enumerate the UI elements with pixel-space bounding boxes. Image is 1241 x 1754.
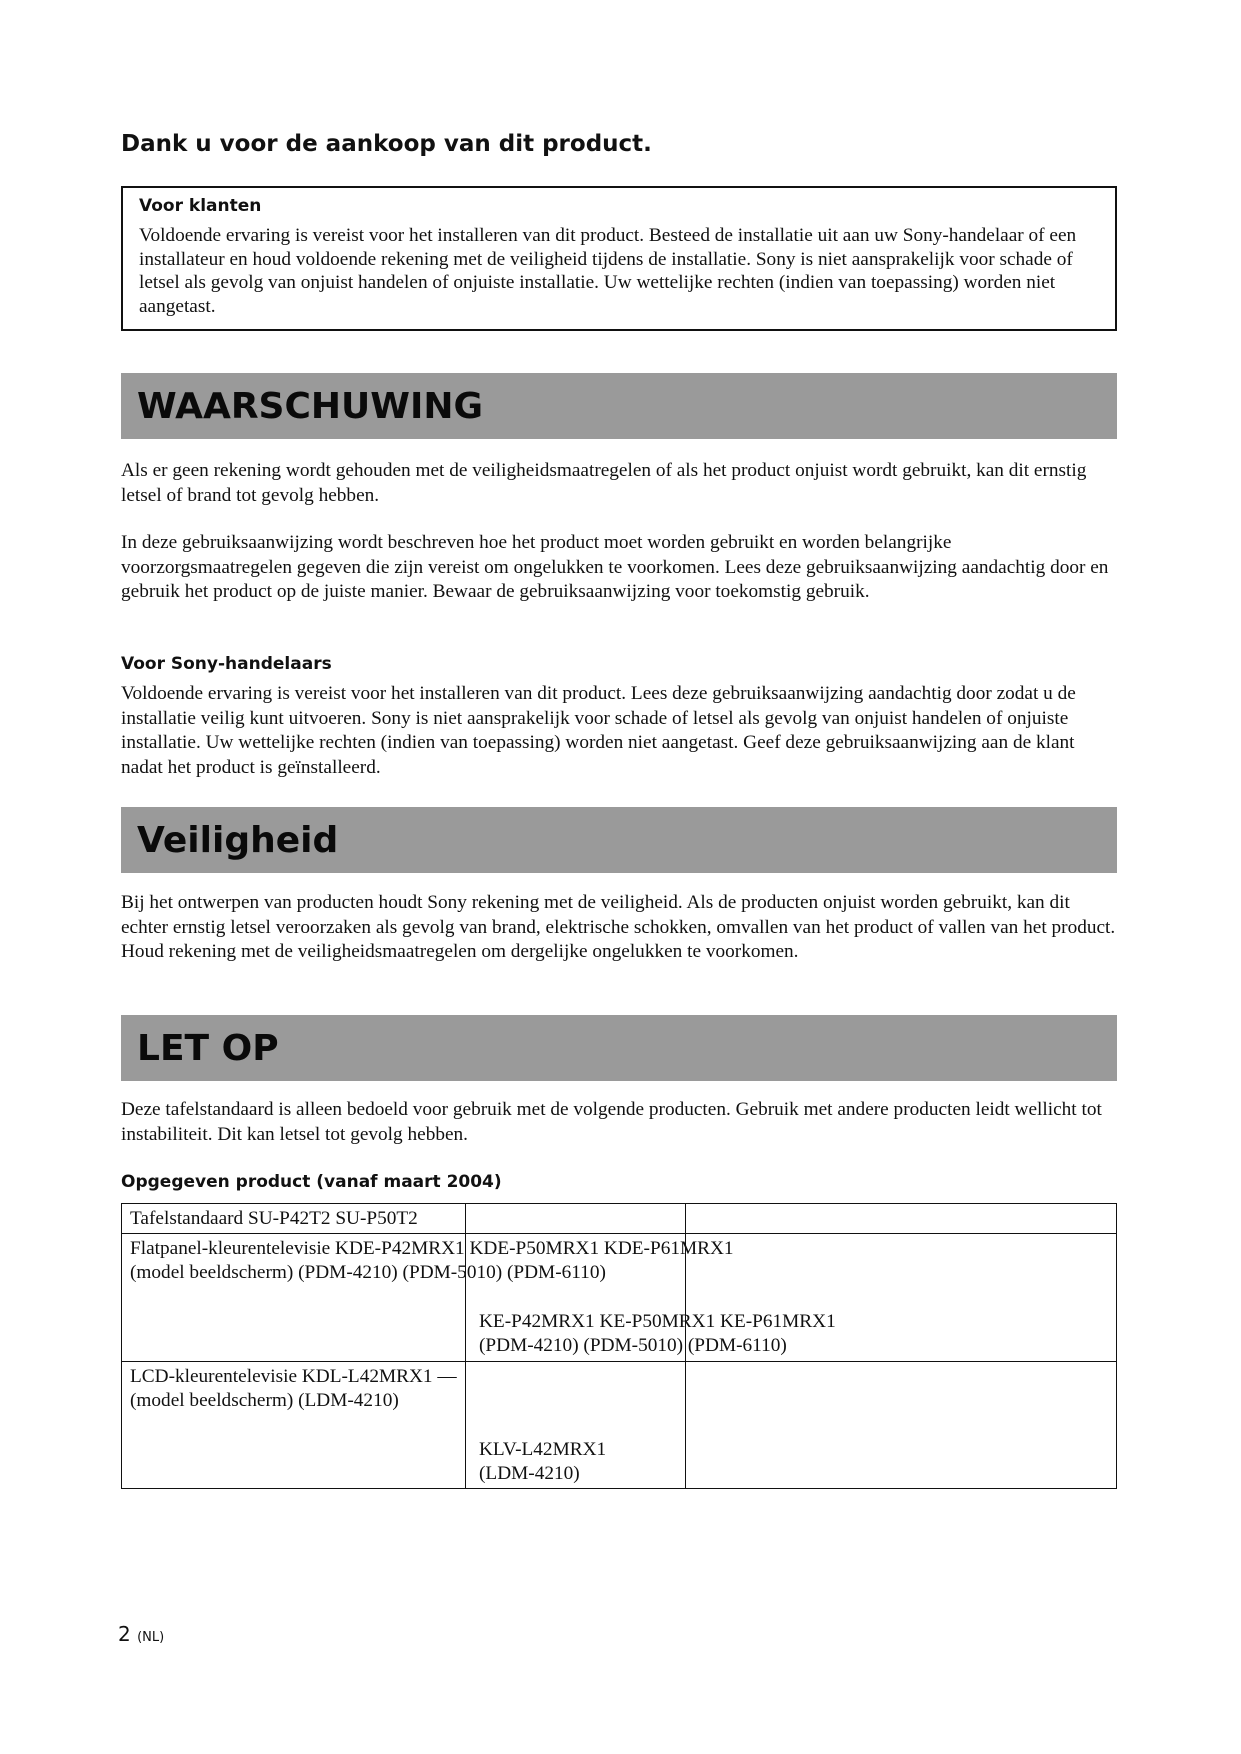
table-cell-lcd-line2: (model beeldscherm) (LDM-4210) [130,1390,399,1411]
table-cell-lcd-line1: LCD-kleurentelevisie KDL-L42MRX1 — [130,1366,457,1387]
product-table [121,1203,1117,1489]
page-number [118,1622,164,1646]
dealers-paragraph: Voldoende ervaring is vereist voor het installeren van dit product. Lees deze gebruiksaanwijzing aandachtig door zodat u de installatie veilig kunt uitvoeren. Sony is niet aansprakelijk voor schade of letsel als gevolg van onjuist handelen of onjuiste installatie. Uw wettelijke rechten (indien van toepassing) worden niet aangetast. Geef deze gebruiksaanwijzing aan de klant nadat het product is geïnstalleerd. [121,683,1076,778]
product-heading: Opgegeven product (vanaf maart 2004) [121,1172,502,1192]
table-cell-lcd-line4: (LDM-4210) [479,1463,580,1484]
table-row-divider [122,1361,1116,1362]
page-language: (NL) [137,1630,165,1645]
warning-paragraph-2: In deze gebruiksaanwijzing wordt beschreven hoe het product moet worden gebruikt en worden belangrijke voorzorgsmaatregelen gegeven die zijn vereist om ongelukken te voorkomen. Lees deze gebruiksaanwijzing aandachtig door en gebruik het product op de juiste manier. Bewaar de gebruiksaanwijzing voor toekomstig gebruik. [121,532,1109,602]
caution-banner: LET OP [121,1015,1117,1081]
dealers-heading: Voor Sony-handelaars [121,654,332,674]
safety-paragraph: Bij het ontwerpen van producten houdt Sony rekening met de veiligheid. Als de producten onjuist worden gebruikt, kan dit echter ernstig letsel veroorzaken als gevolg van brand, elektrische schokken, omvallen van het product of vallen van het product. Houd rekening met de veiligheidsmaatregelen om dergelijke ongelukken te voorkomen. [121,892,1116,962]
table-cell-stand: Tafelstandaard SU-P42T2 SU-P50T2 [130,1208,418,1229]
customer-notice-text: Voldoende ervaring is vereist voor het installeren van dit product. Besteed de installatie uit aan uw Sony-handelaar of een installateur en houd voldoende rekening met de veiligheid tijdens de installatie. Sony is niet aansprakelijk voor schade of letsel als gevolg van onjuist handelen of onjuiste installatie. Uw wettelijke rechten (indien van toepassing) worden niet aangetast. [139,225,1077,317]
table-row-divider [122,1233,1116,1234]
customer-notice-box [121,186,1117,331]
customer-notice-heading: Voor klanten [139,196,262,216]
safety-banner: Veiligheid [121,807,1117,873]
page-title: Dank u voor de aankoop van dit product. [121,131,652,157]
table-cell-flatpanel-line4: (PDM-4210) (PDM-5010) (PDM-6110) [479,1335,787,1356]
table-cell-flatpanel-line1: Flatpanel-kleurentelevisie KDE-P42MRX1 KDE-P50MRX1 KDE-P61MRX1 [130,1238,734,1259]
warning-banner: WAARSCHUWING [121,373,1117,439]
caution-paragraph: Deze tafelstandaard is alleen bedoeld voor gebruik met de volgende producten. Gebruik met andere producten leidt wellicht tot instabiliteit. Dit kan letsel tot gevolg hebben. [121,1099,1102,1145]
table-cell-lcd-line3: KLV-L42MRX1 [479,1439,607,1460]
warning-paragraph-1: Als er geen rekening wordt gehouden met de veiligheidsmaatregelen of als het product onjuist wordt gebruikt, kan dit ernstig letsel of brand tot gevolg hebben. [121,460,1087,506]
table-cell-flatpanel-line2: (model beeldscherm) (PDM-4210) (PDM-5010) (PDM-6110) [130,1262,606,1283]
page-number-value: 2 [118,1622,131,1646]
table-cell-flatpanel-line3: KE-P42MRX1 KE-P50MRX1 KE-P61MRX1 [479,1311,836,1332]
